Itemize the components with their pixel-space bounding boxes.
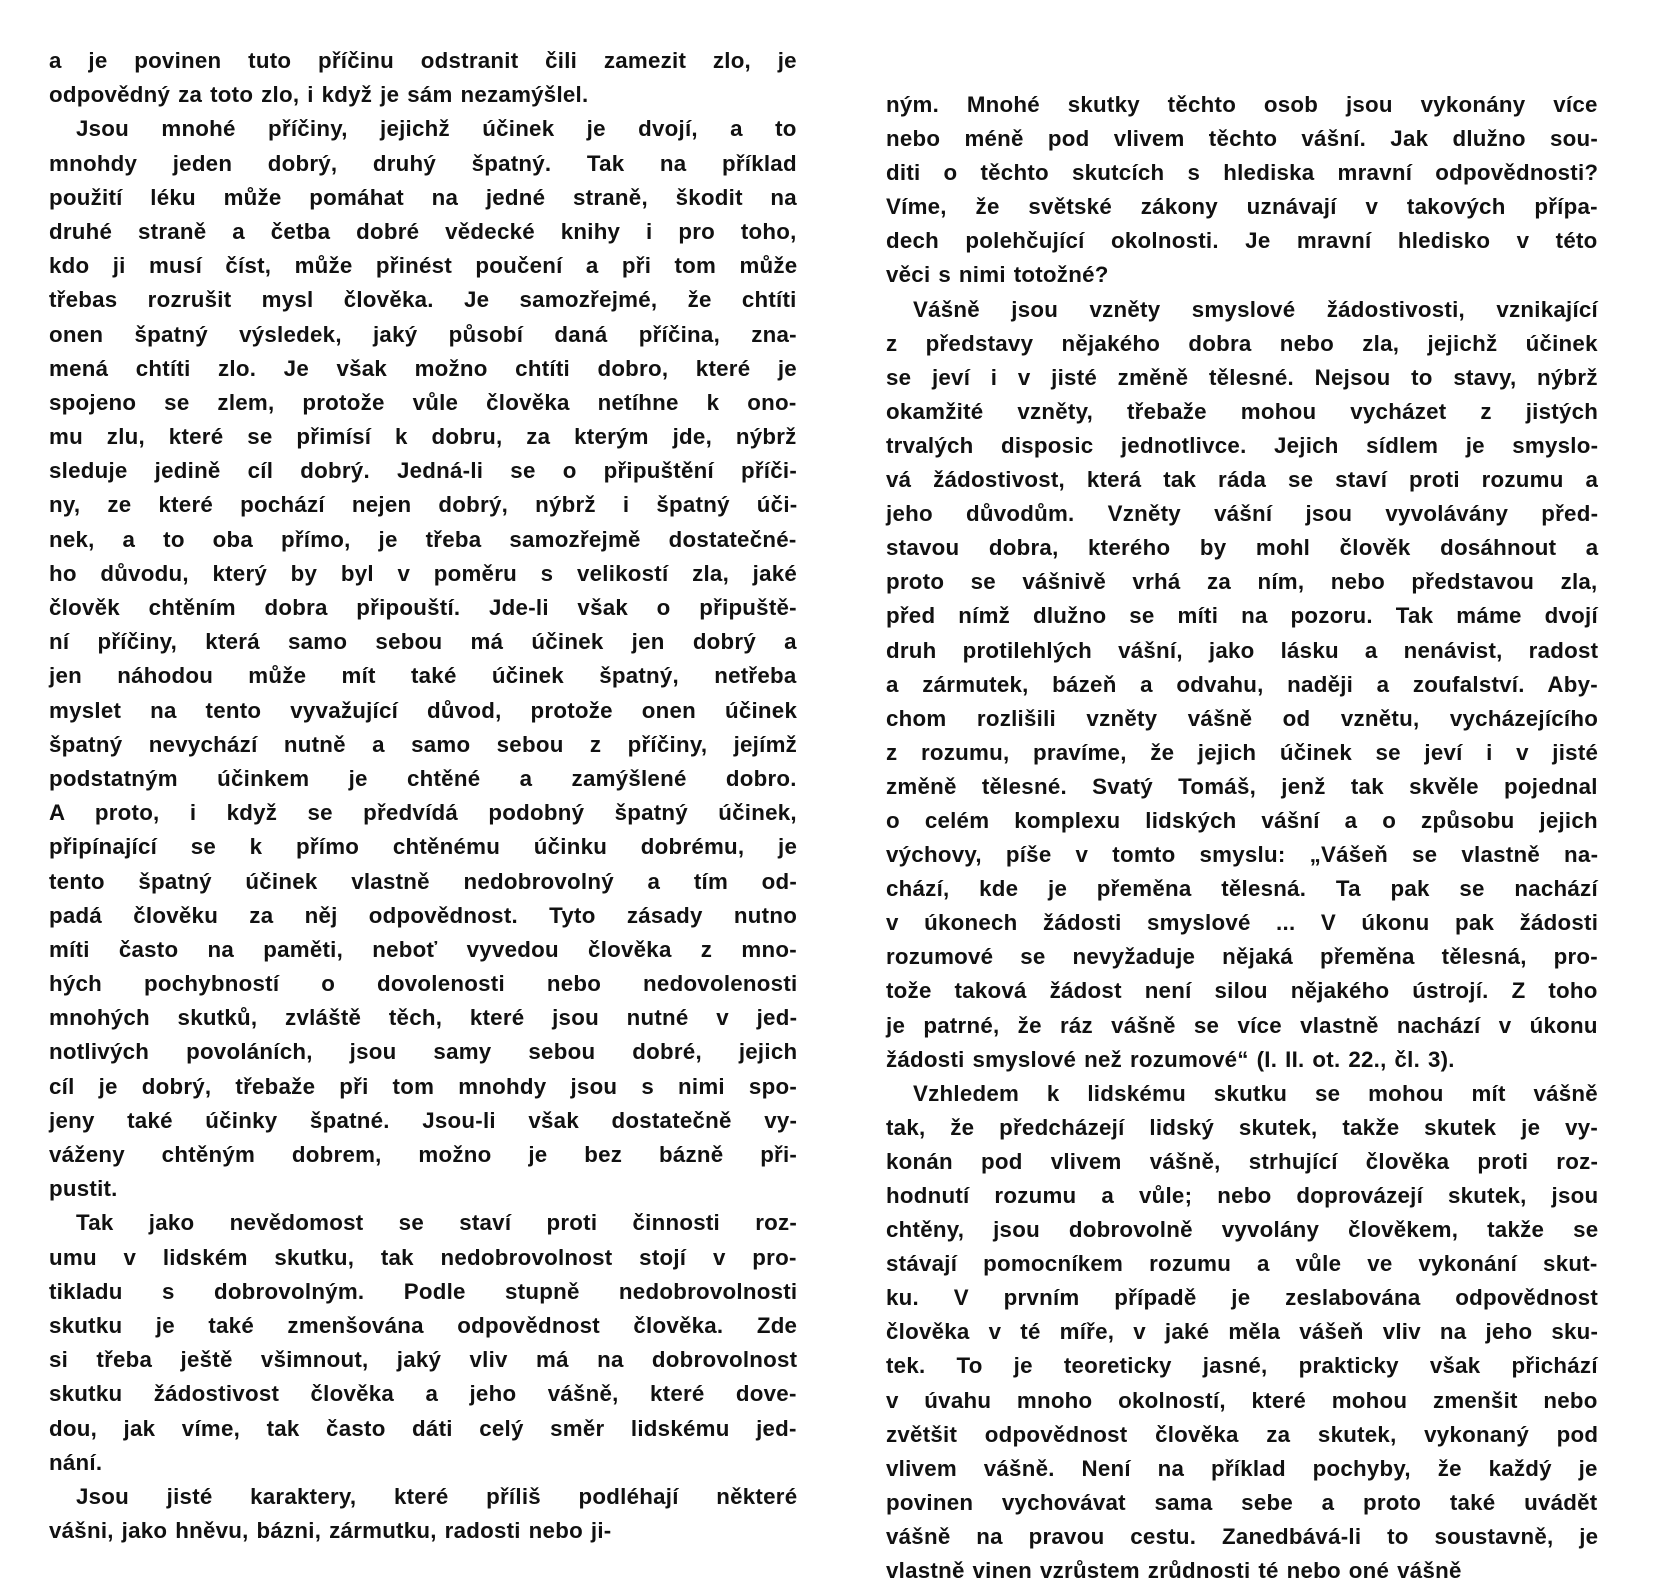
text-line: v úkonech žádosti smyslové ... V úkonu pak žádosti — [886, 910, 1599, 936]
text-line: ku. V prvním případě je zeslabována odpovědnost — [886, 1285, 1599, 1311]
text-line: vá žádostivost, která tak ráda se staví proti rozumu a — [886, 467, 1599, 493]
text-line: chom rozlišili vzněty vášně od vznětu, vycházejícího — [886, 705, 1599, 731]
text-line: trvalých disposic jednotlivce. Jejich sídlem je smyslo- — [886, 432, 1599, 458]
text-line: spojeno se zlem, protože vůle člověka netíhne k ono- — [49, 389, 797, 415]
text-line: mnohdy jeden dobrý, druhý špatný. Tak na příklad — [49, 150, 797, 176]
text-line: tek. To je teoreticky jasné, prakticky však přichází — [886, 1353, 1598, 1379]
text-line: pustit. — [49, 1176, 118, 1202]
text-line: umu v lidském skutku, tak nedobrovolnost stojí v pro- — [49, 1244, 797, 1270]
text-line: ní příčiny, která samo sebou má účinek jen dobrý a — [49, 629, 797, 655]
text-line: špatný nevychází nutně a samo sebou z příčiny, jejímž — [49, 731, 798, 757]
text-line: konán pod vlivem vášně, strhující člověka proti roz- — [886, 1148, 1599, 1174]
text-line: onen špatný výsledek, jaký působí daná příčina, zna- — [49, 321, 797, 347]
text-line: dech polehčující okolnosti. Je mravní hledisko v této — [886, 228, 1598, 254]
text-line: tikladu s dobrovolným. Podle stupně nedobrovolnosti — [49, 1278, 798, 1304]
text-line: stavou dobra, kterého by mohl člověk dosáhnout a — [886, 535, 1599, 561]
text-line: cíl je dobrý, třebaže při tom mnohdy jsou s nimi spo- — [49, 1073, 797, 1099]
text-line: výchovy, píše v tomto smyslu: „Vášeň se vlastně na- — [886, 842, 1599, 868]
text-line: použití léku může pomáhat na jedné straně, škodit na — [49, 184, 797, 210]
text-line: skutku žádostivost člověka a jeho vášně, které dove- — [49, 1381, 797, 1407]
text-line: odpovědný za toto zlo, i když je sám nezamýšlel. — [49, 82, 589, 108]
text-line: vášni, jako hněvu, bázni, zármutku, radosti nebo ji- — [49, 1518, 612, 1544]
text-line: chází, kde je přeměna tělesná. Ta pak se nachází — [886, 876, 1598, 902]
text-line: Vzhledem k lidskému skutku se mohou mít vášně — [913, 1080, 1598, 1106]
text-line: tento špatný účinek vlastně nedobrovolný a tím od- — [49, 868, 798, 894]
text-line: jeny také účinky špatné. Jsou-li však dostatečně vy- — [49, 1107, 798, 1133]
text-line: se jeví i v jisté změně tělesné. Nejsou to stavy, nýbrž — [886, 364, 1598, 390]
text-line: Jsou jisté karaktery, které příliš podléhají některé — [76, 1483, 798, 1509]
text-line: ným. Mnohé skutky těchto osob jsou vykonány více — [886, 92, 1598, 117]
text-line: A proto, i když se předvídá podobný špatný účinek, — [49, 800, 797, 826]
text-line: myslet na tento vyvažující důvod, protože onen účinek — [49, 697, 798, 723]
text-line: člověk chtěním dobra připouští. Jde-li však o připuště- — [49, 595, 797, 620]
text-line: vlastně vinen vzrůstem zrůdnosti té nebo oné vášně — [886, 1558, 1462, 1584]
text-line: zvětšit odpovědnost člověka za skutek, vykonaný pod — [886, 1421, 1599, 1447]
text-line: člověka v té míře, v jaké měla vášeň vliv na jeho sku- — [886, 1319, 1599, 1345]
text-line: nek, a to oba přímo, je třeba samozřejmě dostatečné- — [49, 526, 797, 552]
text-line: diti o těchto skutcích s hlediska mravní odpovědnosti? — [886, 160, 1599, 186]
text-line: stávají pomocníkem rozumu a vůle ve vykonání skut- — [886, 1251, 1598, 1277]
text-line: míti často na paměti, neboť vyvedou člověka z mno- — [49, 936, 797, 962]
text-line: skutku je také zmenšována odpovědnost člověka. Zde — [49, 1312, 798, 1338]
text-line: ho důvodu, který by byl v poměru s velikostí zla, jaké — [49, 560, 798, 586]
text-line: v úvahu mnoho okolností, které mohou zmenšit nebo — [886, 1387, 1598, 1413]
text-line: žádosti smyslové než rozumové“ (I. II. ot. 22., čl. 3). — [886, 1046, 1455, 1072]
text-line: Jsou mnohé příčiny, jejichž účinek je dvojí, a to — [76, 116, 797, 142]
text-line: jen náhodou může mít také účinek špatný, netřeba — [49, 663, 797, 689]
text-line: padá člověku za něj odpovědnost. Tyto zásady nutno — [49, 902, 798, 928]
text-line: nání. — [49, 1449, 103, 1475]
text-line: tože taková žádost není silou nějakého ústrojí. Z toho — [886, 978, 1598, 1004]
text-line: změně tělesné. Svatý Tomáš, jenž tak skvěle pojednal — [886, 773, 1598, 799]
right-text-column — [886, 88, 1598, 1588]
text-line: rozumové se nevyžaduje nějaká přeměna tělesná, pro- — [886, 944, 1598, 970]
text-line: hodnutí rozumu a vůle; nebo doprovázejí skutek, jsou — [886, 1183, 1599, 1208]
text-line: druh protilehlých vášní, jako lásku a nenávist, radost — [886, 637, 1599, 663]
text-line: věci s nimi totožné? — [886, 262, 1109, 288]
text-line: hých pochybností o dovolenosti nebo nedovolenosti — [49, 971, 798, 997]
text-line: kdo ji musí číst, může přinést poučení a při tom může — [49, 253, 798, 279]
text-line: váženy chtěným dobrem, možno je bez bázně při- — [49, 1142, 798, 1167]
text-line: a zármutek, bázeň a odvahu, naději a zoufalství. Aby- — [886, 671, 1598, 697]
text-line: okamžité vzněty, třebaže mohou vycházet z jistých — [886, 398, 1599, 424]
text-line: ny, ze které pochází nejen dobrý, nýbrž i špatný úči- — [49, 492, 798, 518]
text-line: připínající se k přímo chtěnému účinku dobrému, je — [49, 834, 798, 860]
text-line: před nímž dlužno se míti na pozoru. Tak máme dvojí — [886, 603, 1598, 629]
text-line: vášně na pravou cestu. Zanedbává-li to soustavně, je — [886, 1523, 1599, 1549]
text-line: z představy nějakého dobra nebo zla, jejichž účinek — [886, 330, 1598, 356]
text-line: o celém komplexu lidských vášní a o způsobu jejich — [886, 807, 1598, 833]
text-line: Vášně jsou vzněty smyslové žádostivosti, vznikající — [913, 296, 1598, 322]
text-line: sleduje jedině cíl dobrý. Jedná-li se o připuštění příči- — [49, 458, 797, 484]
left-text-column — [49, 44, 797, 1548]
text-line: dou, jak víme, tak často dáti celý směr lidskému jed- — [49, 1415, 797, 1441]
text-line: si třeba ještě všimnout, jaký vliv má na dobrovolnost — [49, 1347, 798, 1373]
text-line: Víme, že světské zákony uznávají v takových přípa- — [886, 194, 1598, 220]
text-line: notlivých povoláních, jsou samy sebou dobré, jejich — [49, 1039, 798, 1065]
text-line: chtěny, jsou dobrovolně vyvolány člověkem, takže se — [886, 1217, 1599, 1243]
text-line: jeho důvodům. Vzněty vášní jsou vyvolávány před- — [886, 501, 1599, 527]
text-line: druhé straně a četba dobré vědecké knihy i pro toho, — [49, 218, 797, 244]
text-line: povinen vychovávat sama sebe a proto také uvádět — [886, 1489, 1598, 1515]
text-line: mu zlu, které se přimísí k dobru, za kterým jde, nýbrž — [49, 424, 797, 450]
text-line: a je povinen tuto příčinu odstranit čili zamezit zlo, je — [49, 48, 797, 73]
text-line: nebo méně pod vlivem těchto vášní. Jak dlužno sou- — [886, 126, 1599, 152]
text-line: je patrné, že ráz vášně se více vlastně nachází v úkonu — [886, 1012, 1598, 1038]
text-line: vlivem vášně. Není na příklad pochyby, že každý je — [886, 1455, 1598, 1481]
text-line: Tak jako nevědomost se staví proti činnosti roz- — [76, 1210, 798, 1236]
text-line: mnohých skutků, zvláště těch, které jsou nutné v jed- — [49, 1005, 798, 1031]
text-line: podstatným účinkem je chtěné a zamýšlené dobro. — [49, 765, 797, 791]
text-line: proto se vášnivě vrhá za ním, nebo představou zla, — [886, 569, 1598, 595]
text-line: třebas rozrušit mysl člověka. Je samozřejmé, že chtíti — [49, 287, 797, 313]
text-line: mená chtíti zlo. Je však možno chtíti dobro, které je — [49, 355, 797, 381]
text-line: z rozumu, pravíme, že jejich účinek se jeví i v jisté — [886, 739, 1599, 765]
text-line: tak, že předcházejí lidský skutek, takže skutek je vy- — [886, 1114, 1599, 1140]
